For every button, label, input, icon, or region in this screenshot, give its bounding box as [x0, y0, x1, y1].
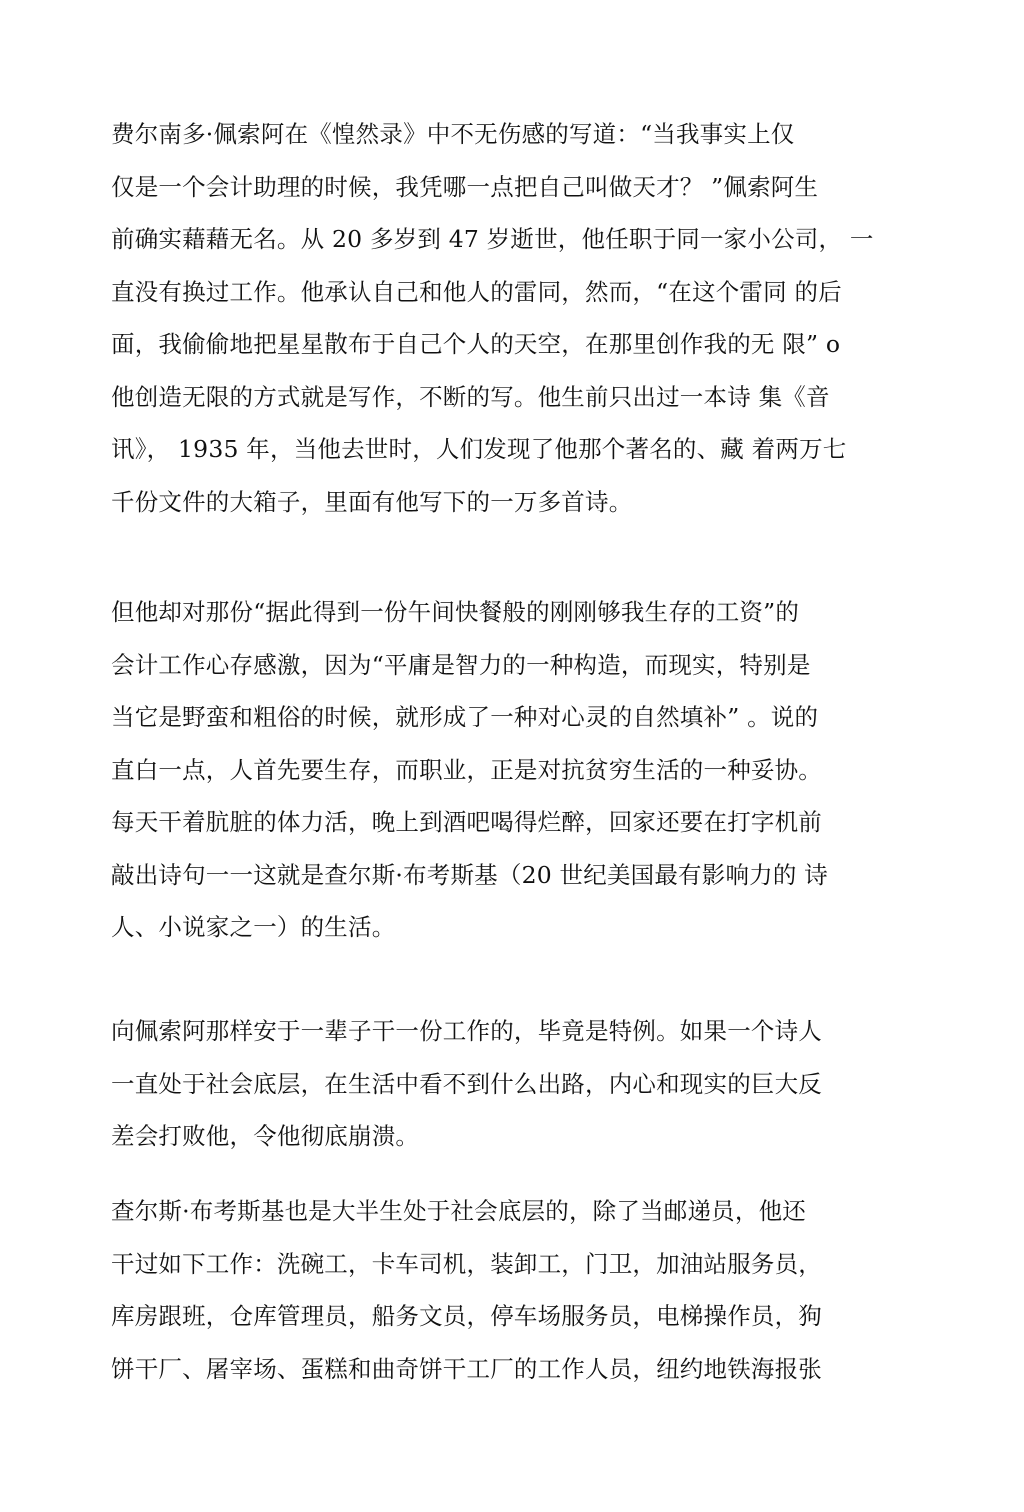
- text-line: 饼干厂、屠宰场、蛋糕和曲奇饼干工厂的工作人员，纽约地铁海报张: [111, 1354, 822, 1383]
- text-line: 向佩索阿那样安于一辈子干一份工作的，毕竟是特例。如果一个诗人: [111, 1017, 822, 1045]
- text-line: 讯》， 1935 年，当他去世时，人们发现了他那个著名的、藏 着两万七: [111, 435, 847, 463]
- text-line: 直没有换过工作。他承认自己和他人的雷同，然而，“在这个雷同 的后: [111, 277, 842, 306]
- paragraph-4: [111, 1185, 911, 1395]
- text-line: 差会打败他，令他彻底崩溃。: [111, 1122, 420, 1150]
- text-line: 人、小说家之一）的生活。: [111, 913, 396, 941]
- text-line: 面，我偷偷地把星星散布于自己个人的天空，在那里创作我的无 限” o: [111, 330, 841, 358]
- text-line: 当它是野蛮和粗俗的时候，就形成了一种对心灵的自然填补” 。说的: [111, 703, 819, 731]
- paragraph-1: [111, 108, 911, 528]
- text-line: 前确实藉藉无名。从 20 多岁到 47 岁逝世，他任职于同一家小公司， 一: [111, 225, 874, 253]
- text-line: 会计工作心存感激，因为“平庸是智力的一种构造，而现实，特别是: [111, 650, 811, 679]
- text-line: 库房跟班，仓库管理员，船务文员，停车场服务员，电梯操作员，狗: [111, 1302, 822, 1330]
- text-line: 但他却对那份“据此得到一份午间快餐般的刚刚够我生存的工资”的: [111, 598, 800, 626]
- text-line: 仅是一个会计助理的时候，我凭哪一点把自己叫做天才？ ”佩索阿生: [111, 172, 819, 201]
- text-line: 干过如下工作：洗碗工，卡车司机，装卸工，门卫，加油站服务员，: [111, 1249, 822, 1278]
- text-line: 每天干着肮脏的体力活，晚上到酒吧喝得烂醉，回家还要在打字机前: [111, 808, 822, 836]
- paragraph-2: [111, 586, 911, 954]
- text-line: 查尔斯·布考斯基也是大半生处于社会底层的，除了当邮递员，他还: [111, 1197, 806, 1225]
- text-line: 敲出诗句一一这就是查尔斯·布考斯基（20 世纪美国最有影响力的 诗: [111, 860, 828, 889]
- text-line: 千份文件的大箱子，里面有他写下的一万多首诗。: [111, 487, 633, 516]
- text-line: 他创造无限的方式就是写作，不断的写。他生前只出过一本诗 集《音: [111, 382, 830, 411]
- text-line: 一直处于社会底层，在生活中看不到什么出路，内心和现实的巨大反: [111, 1069, 822, 1098]
- text-line: 费尔南多·佩索阿在《惶然录》中不无伤感的写道：“当我事实上仅: [111, 120, 795, 148]
- paragraph-3: [111, 1005, 911, 1163]
- text-line: 直白一点，人首先要生存，而职业，正是对抗贫穷生活的一种妥协。: [111, 755, 822, 784]
